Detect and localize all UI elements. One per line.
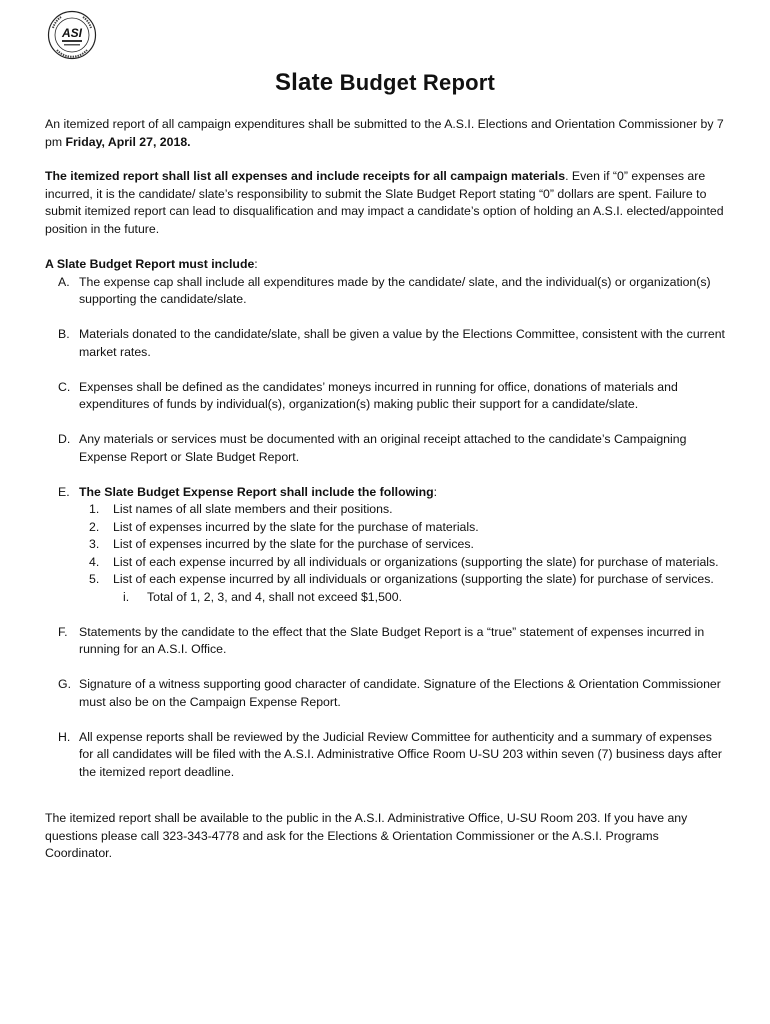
sub-list-marker: 3. — [89, 537, 100, 551]
requirement-bold: The itemized report shall list all expenses and include receipts for all campaign materials — [45, 169, 566, 183]
list-marker: E. — [58, 484, 70, 499]
intro-paragraph — [45, 116, 728, 151]
spacer — [45, 309, 728, 327]
list-item-bold: The Slate Budget Expense Report shall include the following — [79, 484, 434, 499]
title-part-1: Slate — [274, 69, 334, 96]
sub-list-item — [79, 554, 728, 572]
list-item-text: Any materials or services must be documented with an original receipt attached to the candidate’s Campaigning Expense Report or Slate Budget Report. — [79, 432, 687, 464]
list-item-text: Signature of a witness supporting good character of candidate. Signature of the Elections & Orientation Commissioner must also be on the Campaign Expense Report. — [79, 677, 721, 709]
list-item-text: Expenses shall be defined as the candidates’ moneys incurred in running for office, donations of materials and expenditures of funds by individual(s), organization(s) making public their support for a candidate/slate. — [79, 379, 678, 411]
list-item — [45, 729, 728, 782]
list-marker: C. — [58, 379, 71, 394]
list-marker: A. — [58, 274, 70, 289]
sub-list — [79, 501, 728, 606]
sub-list-item — [79, 536, 728, 554]
sub-list-marker: 4. — [89, 554, 100, 569]
sub-list-item — [79, 501, 728, 519]
spacer — [45, 466, 728, 484]
list-marker: H. — [58, 729, 71, 744]
list-marker: G. — [58, 677, 71, 691]
list-item-text: All expense reports shall be reviewed by the Judicial Review Committee for authenticity and a summary of expenses for all candidates will be filed with the A.S.I. Administrative Office Room U-SU 203 within seven (7) business days after the itemized report deadline. — [79, 729, 722, 779]
sub-sub-list-item — [113, 589, 728, 607]
requirements-list — [45, 274, 728, 782]
spacer — [45, 361, 728, 379]
page-title — [0, 68, 770, 98]
intro-text: An itemized report of all campaign expenditures shall be submitted to the A.S.I. Elections and Orientation Commissioner by 7 pm — [45, 117, 724, 149]
list-item — [45, 431, 728, 466]
list-marker: B. — [58, 327, 70, 341]
spacer — [45, 711, 728, 729]
sub-list-text: List of expenses incurred by the slate for the purchase of services. — [113, 537, 474, 551]
sub-list-text: List names of all slate members and their positions. — [113, 502, 393, 516]
list-marker: D. — [58, 432, 71, 446]
spacer — [45, 659, 728, 677]
must-include-heading — [45, 256, 728, 274]
spacer — [45, 414, 728, 432]
list-item — [45, 379, 728, 414]
must-include-section — [45, 256, 728, 781]
list-item-text: : — [433, 484, 438, 499]
sub-sub-list-marker: i. — [123, 589, 130, 604]
must-include-heading-colon: : — [254, 257, 258, 271]
svg-text:ASI: ASI — [61, 26, 83, 40]
list-item — [45, 676, 728, 711]
sub-list-text: List of each expense incurred by all individuals or organizations (supporting the slate) for purchase of materials. — [113, 554, 719, 569]
list-marker: F. — [58, 624, 68, 639]
sub-list-item — [79, 571, 728, 606]
sub-sub-list-text: Total of 1, 2, 3, and 4, shall not exceed $1,500. — [147, 589, 402, 604]
list-item — [45, 484, 728, 607]
footer-paragraph: The itemized report shall be available to the public in the A.S.I. Administrative Office, U-SU Room 203. If you have any questions please call 323-343-4778 and ask for the Elections & Orientation Commissioner or the A.S.I. Programs Coordinator. — [45, 811, 688, 860]
spacer — [45, 606, 728, 624]
sub-list-marker: 1. — [89, 502, 100, 516]
deadline-text: Friday, April 27, 2018. — [65, 134, 191, 149]
must-include-heading-bold: A Slate Budget Report must include — [45, 257, 255, 271]
sub-list-item — [79, 519, 728, 537]
title-part-2: Budget Report — [333, 70, 496, 95]
sub-list-text: List of expenses incurred by the slate for the purchase of materials. — [113, 519, 479, 534]
sub-list-text: List of each expense incurred by all individuals or organizations (supporting the slate) for purchase of services. — [113, 572, 714, 586]
list-item — [45, 624, 728, 659]
list-item — [45, 274, 728, 309]
requirement-paragraph — [45, 168, 728, 238]
list-item-text: Statements by the candidate to the effect that the Slate Budget Report is a “true” statement of expenses incurred in running for an A.S.I. Office. — [79, 624, 705, 656]
list-item-text: The expense cap shall include all expenditures made by the candidate/ slate, and the individual(s) or organization(s) supporting the candidate/slate. — [79, 274, 711, 306]
sub-list-marker: 5. — [89, 572, 100, 586]
sub-list-marker: 2. — [89, 519, 100, 534]
requirement-text: . Even if “0” expenses are incurred, it is the candidate/ slate’s responsibility to submit the Slate Budget Report stating “0” dollars are spent. Failure to submit itemized report can lead to disqualification and may impact a candidate’s option of holding an A.S.I. elected/appointed position in the future. — [45, 169, 724, 236]
list-item — [45, 326, 728, 361]
asi-seal-logo — [47, 10, 97, 60]
list-item-text: Materials donated to the candidate/slate, shall be given a value by the Elections Committee, consistent with the current market rates. — [79, 327, 725, 359]
